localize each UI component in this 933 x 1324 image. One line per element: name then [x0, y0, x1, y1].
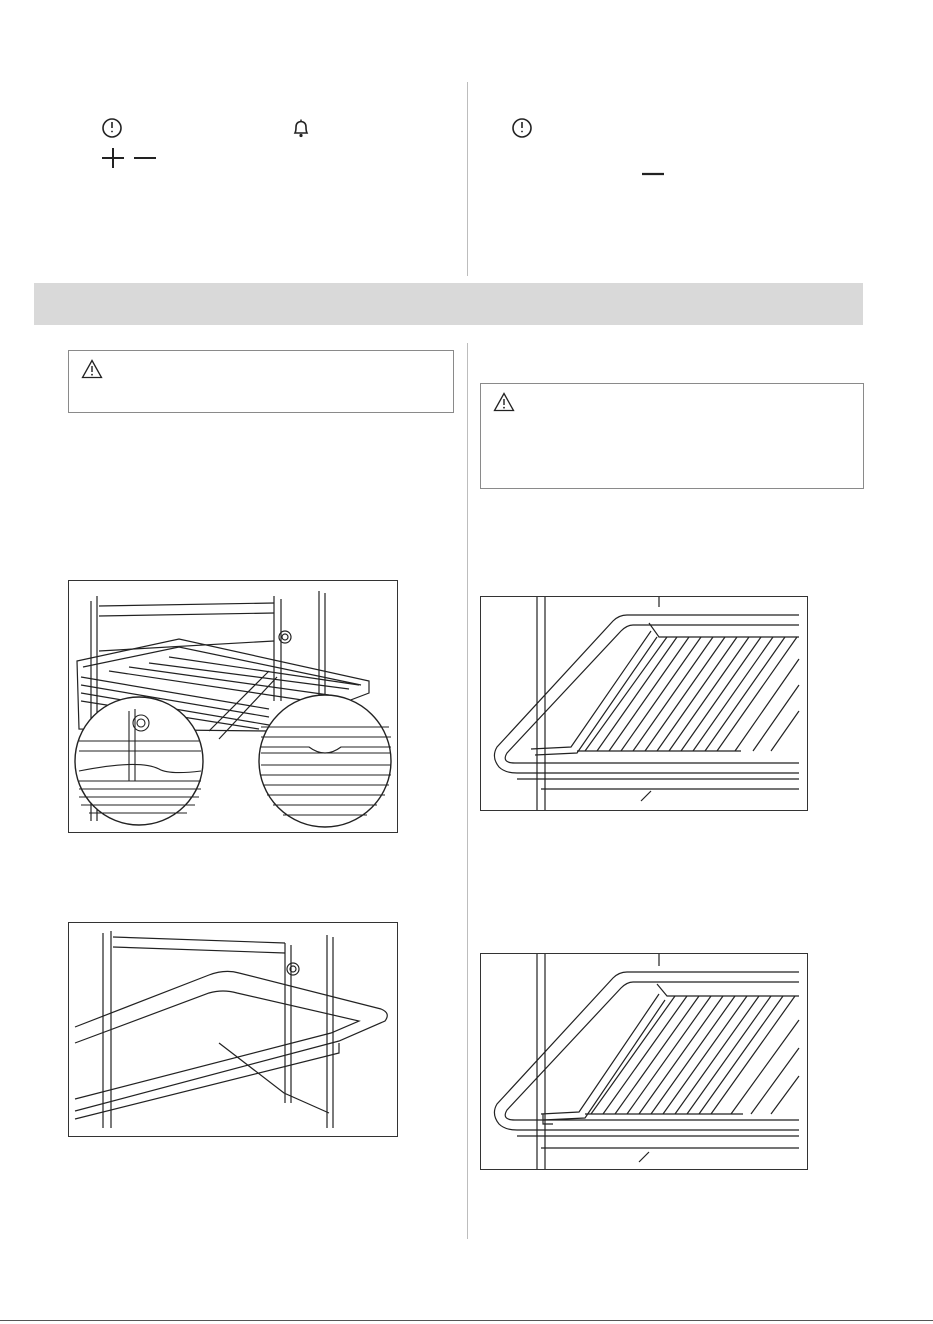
minus-icon	[132, 146, 158, 170]
section-header-band	[34, 283, 863, 325]
figure-deep-pan-with-grid-1	[480, 596, 808, 811]
main-column-divider	[467, 343, 468, 1239]
page-bottom-rule	[0, 1320, 933, 1321]
top-column-divider	[467, 82, 468, 276]
figure-baking-tray-insert	[68, 922, 398, 1137]
clock-icon-right	[510, 116, 534, 140]
figure-deep-pan-with-grid-2	[480, 953, 808, 1170]
plus-icon	[100, 146, 126, 170]
warning-triangle-icon	[81, 359, 103, 379]
minus-icon-right	[640, 162, 666, 186]
clock-icon	[100, 116, 124, 140]
bell-icon	[289, 116, 313, 140]
warning-box-left	[68, 350, 454, 413]
figure-wire-shelf-insert	[68, 580, 398, 833]
warning-triangle-icon	[493, 392, 515, 412]
warning-box-right	[480, 383, 864, 489]
